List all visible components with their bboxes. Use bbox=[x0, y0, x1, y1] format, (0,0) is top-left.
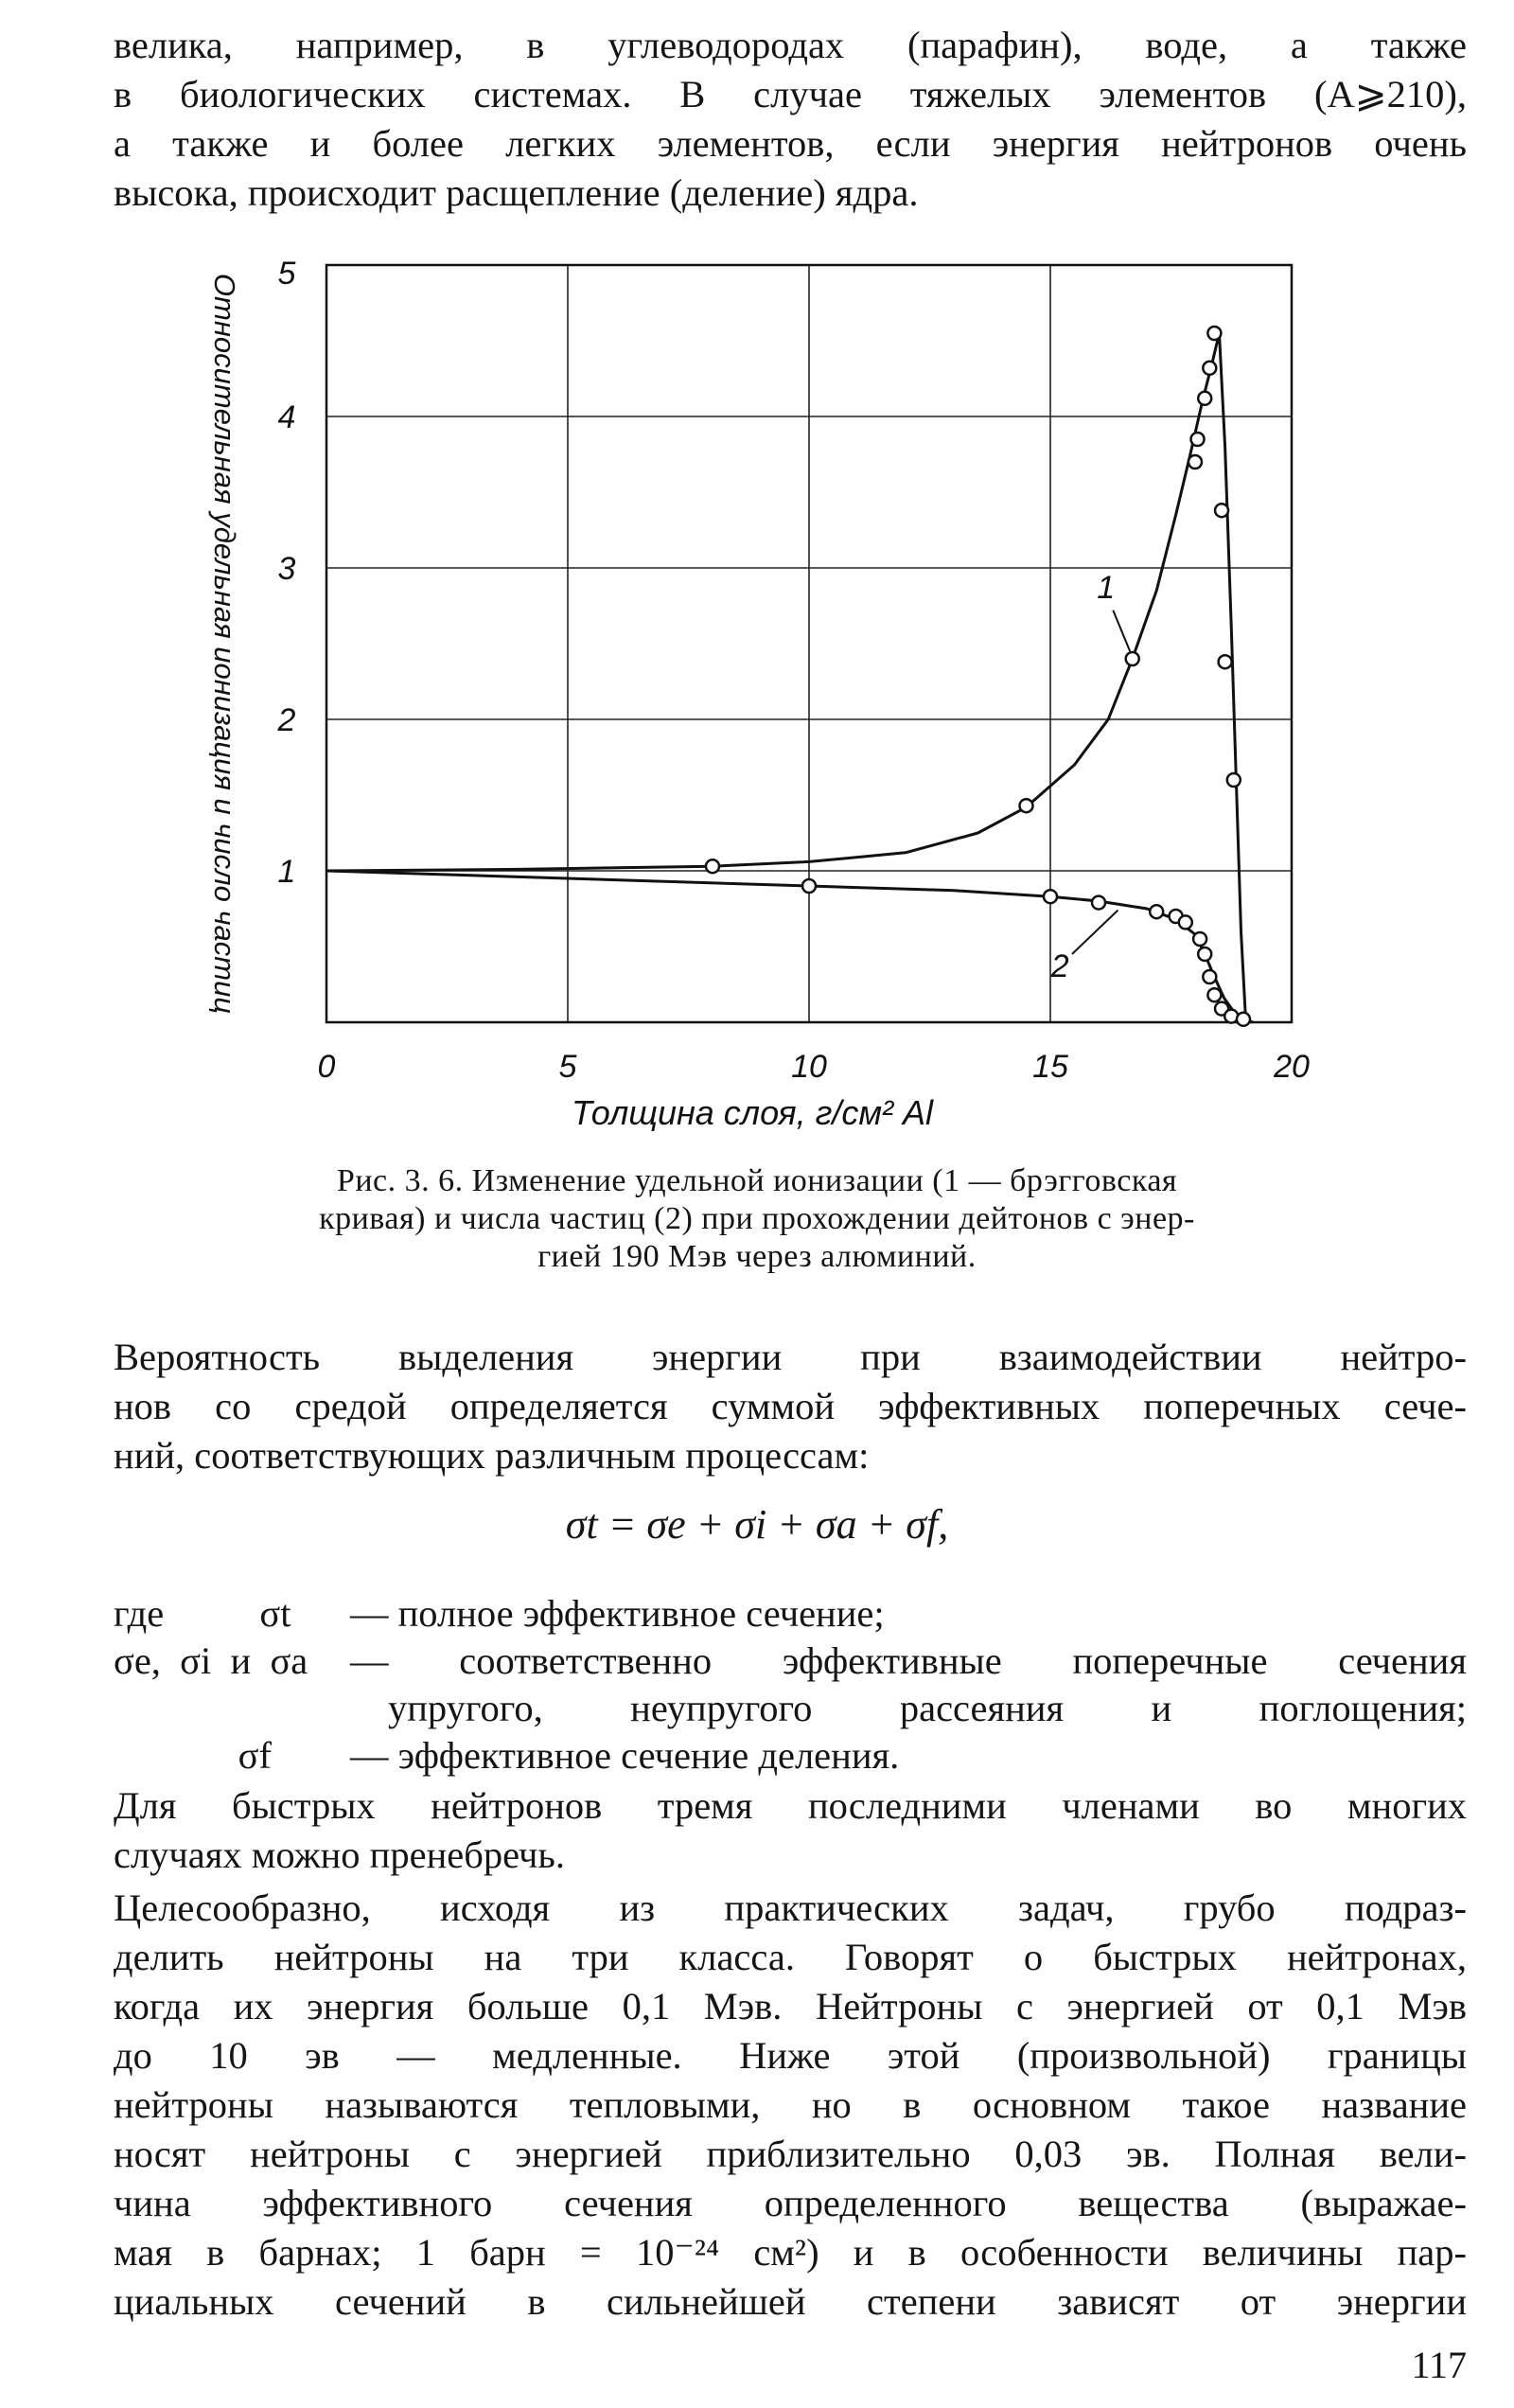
data-point bbox=[1044, 890, 1057, 903]
definition-text: — соответственно эффективные поперечные сечения bbox=[350, 1639, 1467, 1682]
page-number: 117 bbox=[1411, 2344, 1467, 2386]
data-point bbox=[802, 879, 816, 893]
x-tick-label: 5 bbox=[558, 1049, 577, 1085]
text-line: нов со средой определяется суммой эффективных поперечных сече- bbox=[114, 1385, 1467, 1427]
text-line: мая в барнах; 1 барн = 10⁻²⁴ см²) и в особенности величины пар- bbox=[114, 2231, 1467, 2274]
data-point bbox=[1191, 433, 1205, 446]
y-tick-label: 2 bbox=[277, 702, 296, 738]
curve-label-leader bbox=[1072, 911, 1118, 954]
y-tick-label: 5 bbox=[277, 256, 296, 292]
text-line: когда их энергия больше 0,1 Мэв. Нейтроны с энергией от 0,1 Мэв bbox=[114, 1985, 1467, 2027]
definition-term: где σt bbox=[114, 1592, 291, 1635]
text-line: ний, соответствующих различным процессам: bbox=[114, 1434, 870, 1477]
bragg-curve-chart bbox=[180, 256, 1334, 1145]
data-point bbox=[1203, 970, 1216, 983]
text-line: высока, происходит расщепление (деление) ядра. bbox=[114, 171, 919, 214]
chart-labels bbox=[208, 256, 1310, 1132]
definition-term: σe, σi и σa bbox=[114, 1639, 308, 1682]
x-tick-label: 10 bbox=[791, 1049, 827, 1085]
text-line: Целесообразно, исходя из практических задач, грубо подраз- bbox=[114, 1886, 1467, 1929]
text-line: Для быстрых нейтронов тремя последними членами во многих bbox=[114, 1784, 1467, 1827]
data-point bbox=[1207, 327, 1221, 340]
x-tick-label: 15 bbox=[1032, 1049, 1068, 1085]
definition-row bbox=[114, 1685, 1467, 1732]
data-point bbox=[1237, 1013, 1250, 1026]
caption-line: кривая) и числа частиц (2) при прохождении дейтонов с энер- bbox=[319, 1201, 1195, 1236]
definition-term: σf bbox=[114, 1734, 272, 1777]
y-tick-label: 4 bbox=[277, 399, 296, 435]
text-line: носят нейтроны с энергией приблизительно 0,03 эв. Полная вели- bbox=[114, 2133, 1467, 2175]
curve-label: 2 bbox=[1050, 948, 1069, 984]
text-line: случаях можно пренебречь. bbox=[114, 1833, 566, 1876]
text-line: велика, например, в углеводородах (парафин), воде, а также bbox=[114, 24, 1467, 66]
data-point bbox=[1203, 362, 1216, 375]
text-line: делить нейтроны на три класса. Говорят о быстрых нейтронах, bbox=[114, 1936, 1467, 1978]
y-tick-label: 1 bbox=[277, 854, 296, 890]
data-point bbox=[1126, 652, 1139, 665]
definition-text: упругого, неупругого рассеяния и поглощения; bbox=[388, 1687, 1467, 1729]
definition-row bbox=[114, 1590, 1467, 1638]
data-point bbox=[706, 859, 719, 873]
data-point bbox=[1227, 773, 1241, 787]
data-point bbox=[1092, 896, 1105, 910]
curve-label: 1 bbox=[1097, 570, 1116, 606]
data-point bbox=[1020, 799, 1033, 812]
x-tick-label: 0 bbox=[317, 1049, 336, 1085]
figure-3-6 bbox=[180, 256, 1334, 1145]
data-point bbox=[1219, 655, 1232, 668]
data-point bbox=[1193, 932, 1206, 946]
data-point bbox=[1207, 988, 1221, 1001]
x-tick-label: 20 bbox=[1274, 1049, 1310, 1085]
y-tick-label: 3 bbox=[277, 551, 296, 587]
caption-line: гией 190 Мэв через алюминий. bbox=[537, 1239, 977, 1274]
series-line-2 bbox=[326, 871, 1253, 1022]
text-line: нейтроны называются тепловыми, но в основном такое название bbox=[114, 2083, 1467, 2126]
cross-section-formula: σt = σe + σi + σa + σf, bbox=[565, 1501, 949, 1548]
text-line: чина эффективного сечения определенного вещества (выражае- bbox=[114, 2182, 1467, 2224]
definition-text: — эффективное сечение деления. bbox=[350, 1734, 900, 1777]
text-line: Вероятность выделения энергии при взаимодействии нейтро- bbox=[114, 1336, 1467, 1378]
data-point bbox=[1198, 392, 1211, 405]
definition-row bbox=[114, 1732, 1467, 1779]
data-point bbox=[1188, 455, 1202, 469]
definitions-list bbox=[114, 1590, 1467, 1779]
data-point bbox=[1150, 905, 1163, 918]
data-point bbox=[1179, 915, 1192, 929]
x-axis-label: Толщина слоя, г/см² Al bbox=[571, 1093, 934, 1132]
text-line: до 10 эв — медленные. Ниже этой (произвольной) границы bbox=[114, 2034, 1467, 2077]
definition-text: — полное эффективное сечение; bbox=[350, 1592, 885, 1635]
y-axis-label: Относительная удельная ионизация и число частиц bbox=[208, 273, 241, 1015]
data-point bbox=[1198, 947, 1211, 961]
text-line: циальных сечений в сильнейшей степени зависят от энергии bbox=[114, 2280, 1467, 2323]
text-line: в биологических системах. В случае тяжелых элементов (A⩾210), bbox=[114, 73, 1467, 115]
chart-series bbox=[326, 327, 1253, 1026]
data-point bbox=[1215, 504, 1228, 517]
caption-line: Рис. 3. 6. Изменение удельной ионизации (1 — брэгговская bbox=[336, 1163, 1178, 1198]
definition-row bbox=[114, 1638, 1467, 1685]
curve-label-leader bbox=[1113, 611, 1130, 651]
figure-caption bbox=[189, 1162, 1325, 1276]
text-line: а также и более легких элементов, если энергия нейтронов очень bbox=[114, 122, 1467, 165]
